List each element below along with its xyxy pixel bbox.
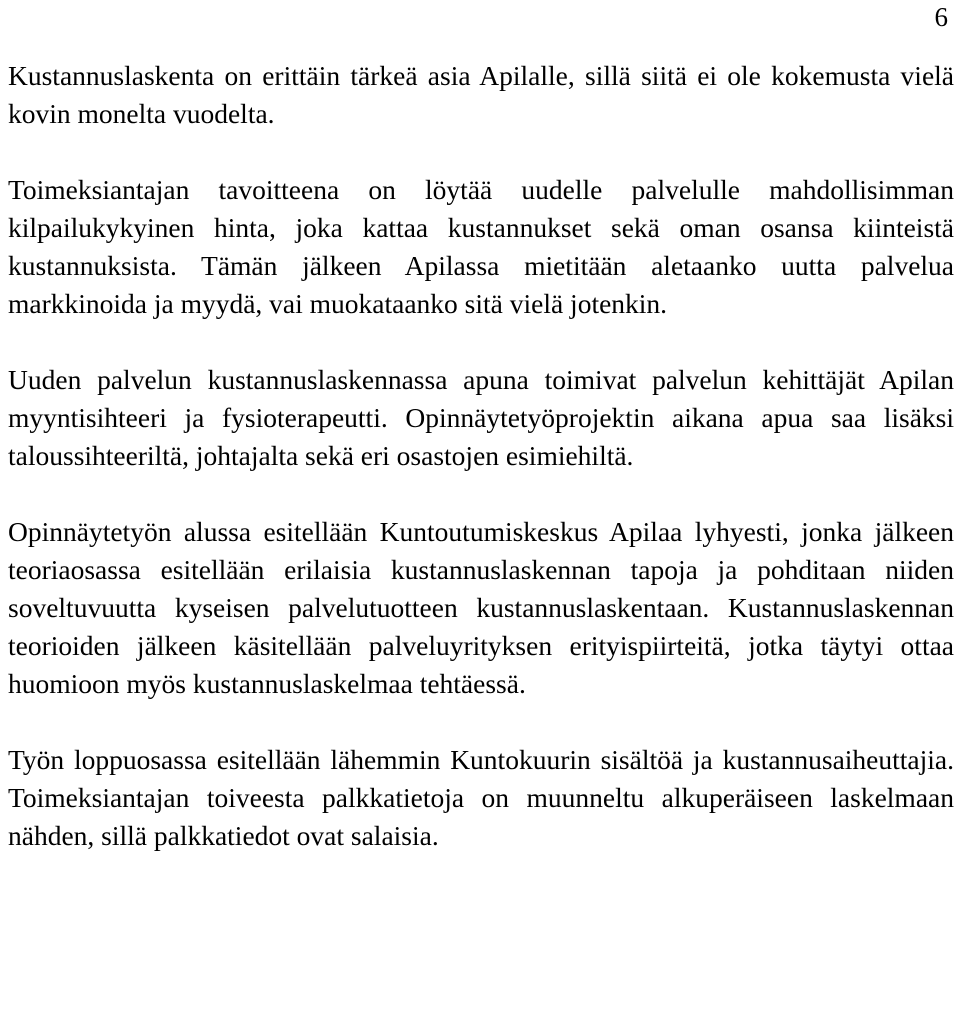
paragraph-5: Työn loppuosassa esitellään lähemmin Kuntokuurin sisältöä ja kustannusaiheuttajia. Toimeksiantajan toiveesta palkkatietoja on muunneltu alkuperäiseen laskelmaan nähden, sillä palkkatiedot ovat salaisia. — [8, 744, 954, 851]
paragraph-4: Opinnäytetyön alussa esitellään Kuntoutumiskeskus Apilaa lyhyesti, jonka jälkeen teoriaosassa esitellään erilaisia kustannuslaskennan tapoja ja pohditaan niiden soveltuvuutta kyseisen palvelutuotteen kustannuslaskentaan. Kustannuslaskennan teorioiden jälkeen käsitellään palveluyrityksen erityispiirteitä, jotka täytyi ottaa huomioon myös kustannuslaskelmaa tehtäessä. — [8, 516, 954, 699]
page-number: 6 — [934, 2, 948, 32]
paragraph-spacer — [8, 703, 954, 741]
paragraph-2: Toimeksiantajan tavoitteena on löytää uudelle palvelulle mahdollisimman kilpailukykyinen hinta, joka kattaa kustannukset sekä oman osansa kiinteistä kustannuksista. Tämän jälkeen Apilassa mietitään aletaanko uutta palvelua markkinoida ja myydä, vai muokataanko sitä vielä jotenkin. — [8, 174, 954, 319]
document-body — [8, 57, 954, 855]
paragraph-3: Uuden palvelun kustannuslaskennassa apuna toimivat palvelun kehittäjät Apilan myyntisihteeri ja fysioterapeutti. Opinnäytetyöprojektin aikana apua saa lisäksi taloussihteeriltä, johtajalta sekä eri osastojen esimiehiltä. — [8, 364, 954, 471]
paragraph-spacer — [8, 133, 954, 171]
paragraph-spacer — [8, 323, 954, 361]
paragraph-1: Kustannuslaskenta on erittäin tärkeä asia Apilalle, sillä siitä ei ole kokemusta vielä kovin monelta vuodelta. — [8, 60, 954, 129]
paragraph-spacer — [8, 475, 954, 513]
